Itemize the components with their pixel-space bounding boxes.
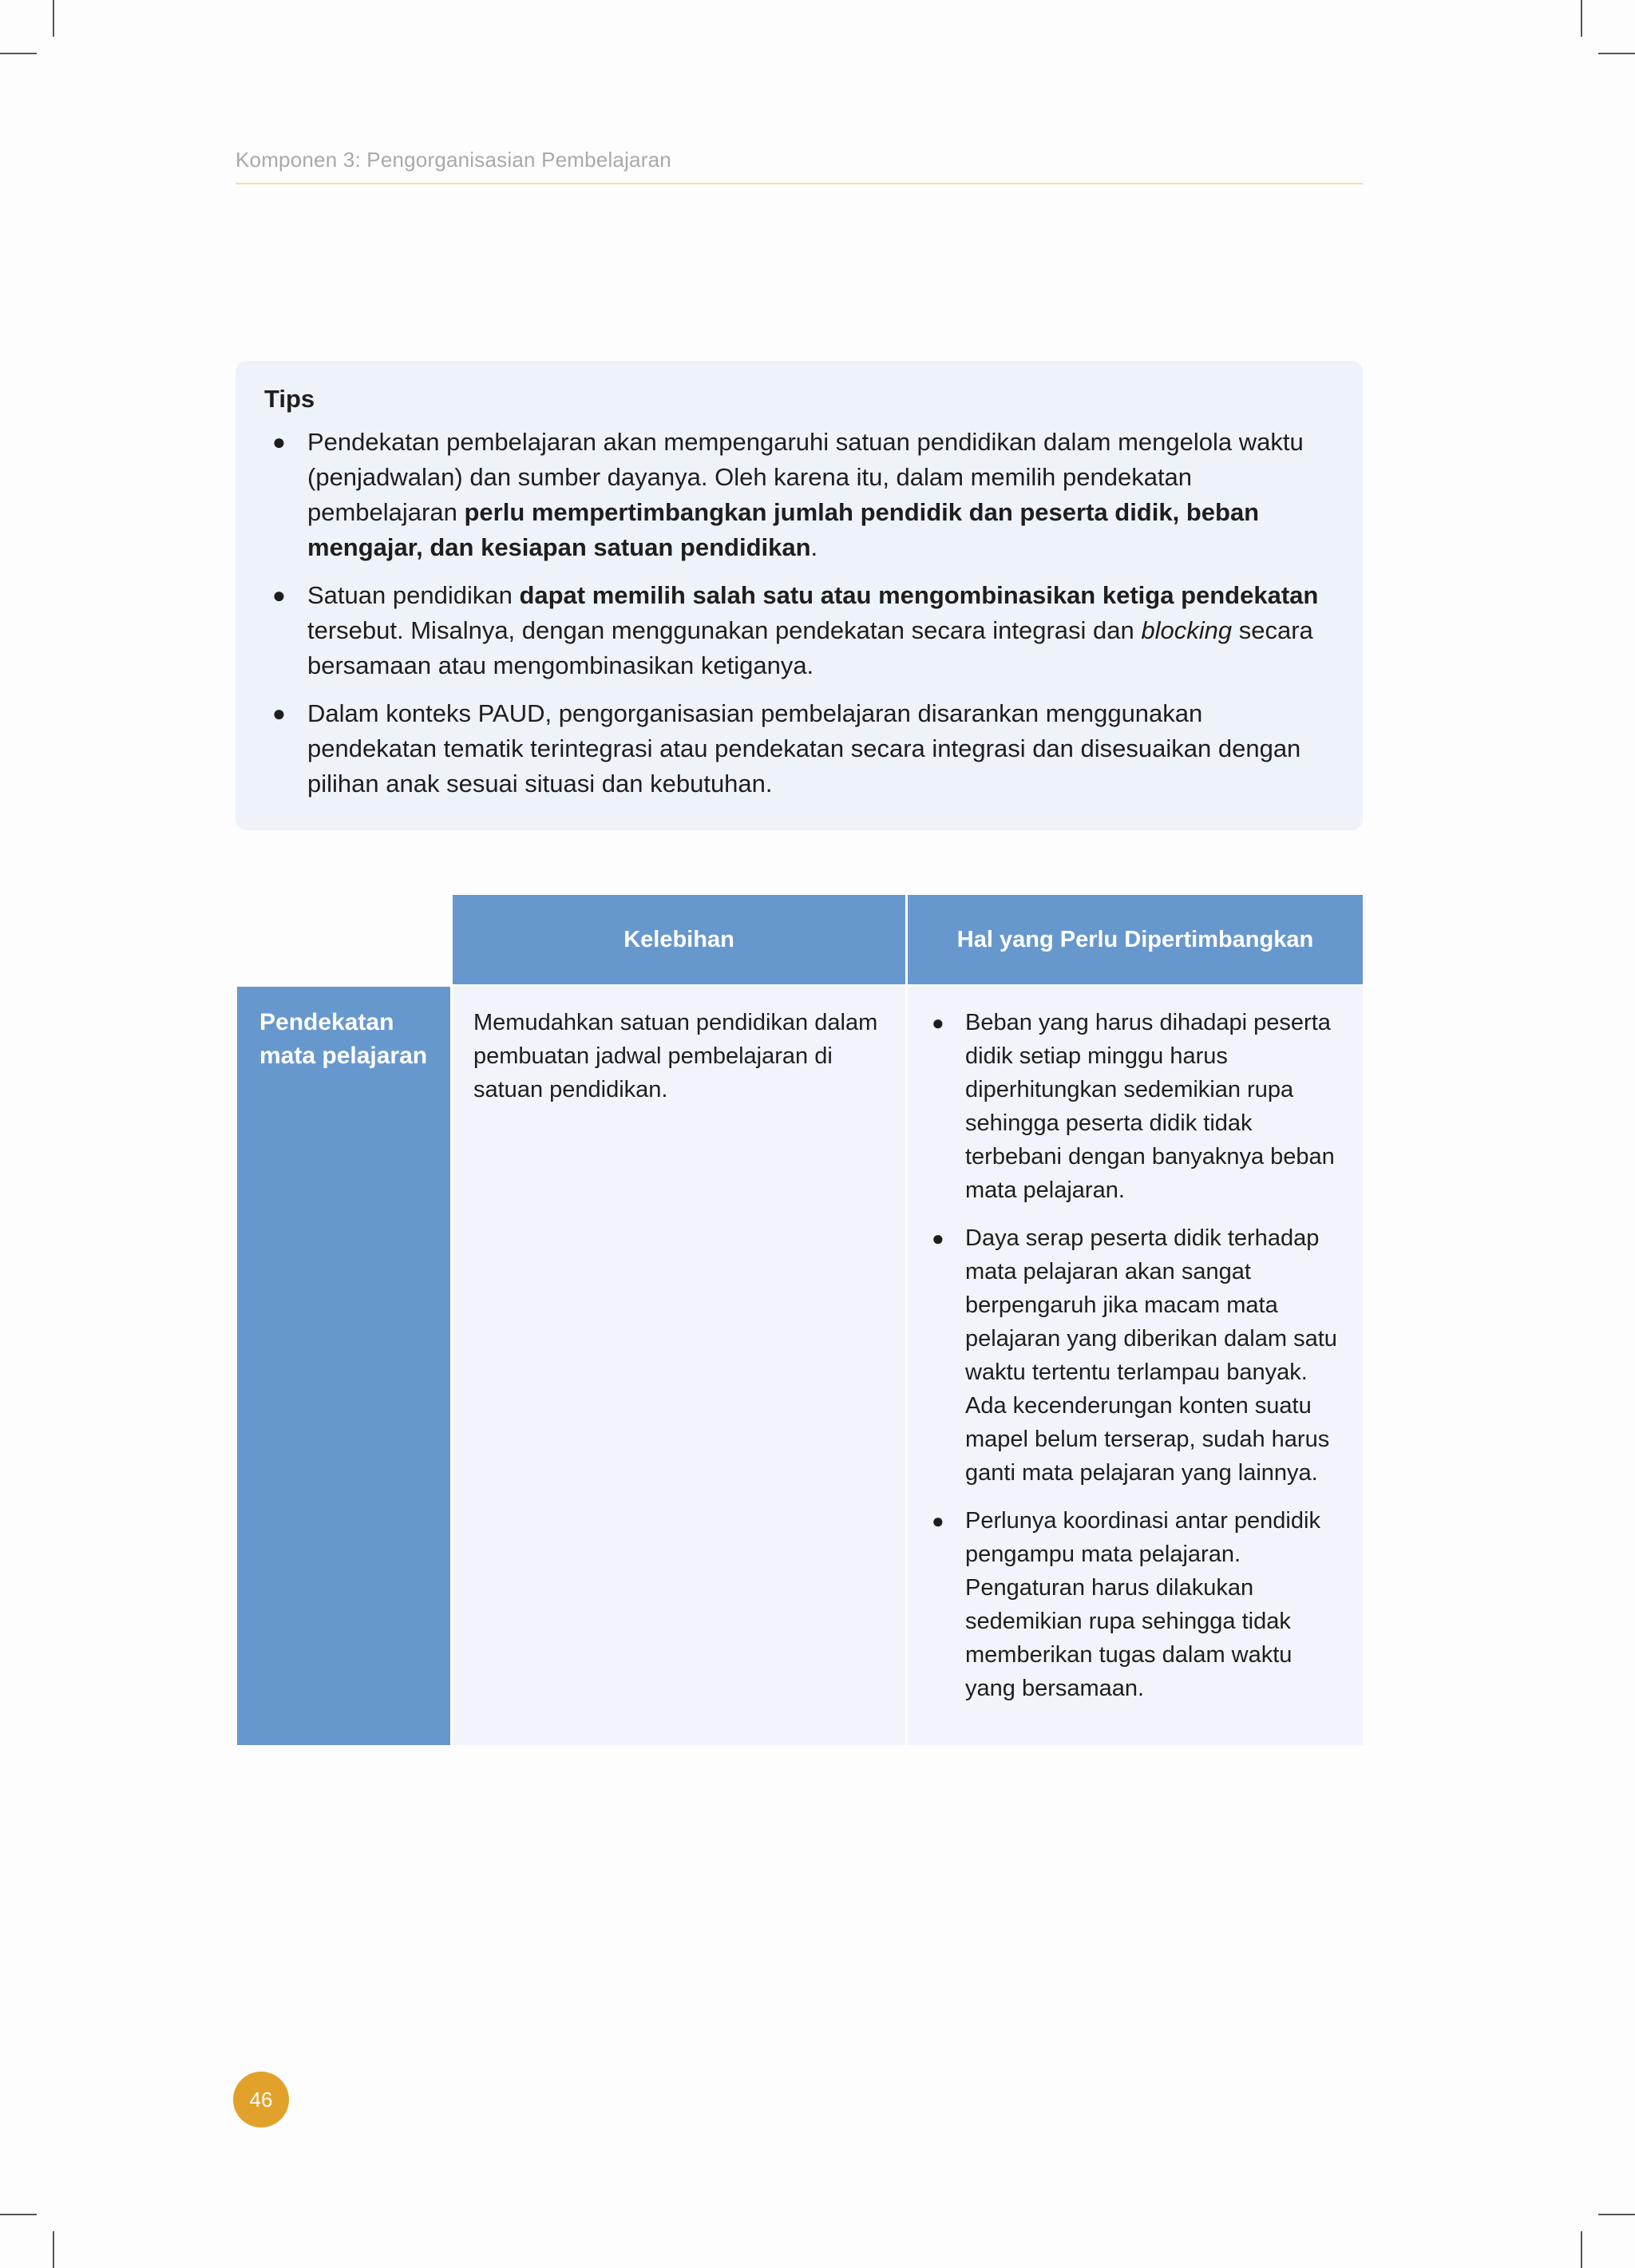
tips-text-bold: perlu mempertimbangkan jumlah pendidik dan peserta didik, beban mengajar, dan kesiapan satuan pendidikan xyxy=(307,498,1260,561)
tips-box xyxy=(236,361,1363,830)
tips-text: tersebut. Misalnya, dengan menggunakan pendekatan secara integrasi dan xyxy=(307,616,1142,644)
tips-item xyxy=(264,696,1334,802)
list-item xyxy=(927,1504,1339,1705)
tips-text-bold: dapat memilih salah satu atau mengombinasikan ketiga pendekatan xyxy=(519,581,1319,609)
tips-list xyxy=(264,425,1334,802)
bullet-icon: ● xyxy=(272,701,286,726)
tips-item xyxy=(264,425,1334,565)
cell-pertimbangan xyxy=(908,984,1363,1745)
header-divider xyxy=(236,183,1363,184)
table-header-kelebihan: Kelebihan xyxy=(453,895,908,984)
bullet-icon: ● xyxy=(932,1226,944,1250)
crop-mark xyxy=(1581,2231,1582,2268)
table-header-row xyxy=(237,895,1363,984)
bullet-icon: ● xyxy=(272,583,286,608)
tips-text: Satuan pendidikan xyxy=(307,581,520,609)
crop-mark xyxy=(0,2214,37,2215)
tips-text-italic: blocking xyxy=(1141,616,1233,644)
crop-mark xyxy=(53,0,54,37)
bullet-icon: ● xyxy=(272,429,286,454)
list-item-text: Perlunya koordinasi antar pendidik pengampu mata pelajaran. Pengaturan harus dilakukan sedemikian rupa sehingga tidak memberikan tugas dalam waktu yang bersamaan. xyxy=(965,1508,1320,1701)
crop-mark xyxy=(0,53,37,54)
tips-text: Pendekatan pembelajaran akan mempengaruhi satuan pendidikan dalam mengelola waktu (penjadwalan) dan sumber dayanya. Oleh karena itu, dalam memilih pendekatan pembelajaran xyxy=(307,428,1304,526)
list-item-text: Beban yang harus dihadapi peserta didik setiap minggu harus diperhitungkan sedemikian rupa sehingga peserta didik tidak terbebani dengan banyaknya beban mata pelajaran. xyxy=(965,1010,1335,1203)
list-item-text: Daya serap peserta didik terhadap mata pelajaran akan sangat berpengaruh jika macam mata pelajaran yang diberikan dalam satu waktu tertentu terlampau banyak. Ada kecenderungan konten suatu mapel belum terserap, sudah harus ganti mata pelajaran yang lainnya. xyxy=(965,1225,1337,1486)
running-header: Komponen 3: Pengorganisasian Pembelajaran xyxy=(236,148,671,172)
tips-title: Tips xyxy=(264,385,315,413)
tips-text: Dalam konteks PAUD, pengorganisasian pembelajaran disarankan menggunakan pendekatan tematik terintegrasi atau pendekatan secara integrasi dan disesuaikan dengan pilihan anak sesuai situasi dan kebutuhan. xyxy=(307,699,1301,798)
comparison-table xyxy=(237,895,1363,1745)
table-header-pertimbangan: Hal yang Perlu Dipertimbangkan xyxy=(908,895,1363,984)
crop-mark xyxy=(1598,53,1635,54)
tips-text: secara bersamaan atau mengombinasikan ketiganya. xyxy=(307,616,1313,679)
list-item xyxy=(927,1221,1339,1490)
tips-text: . xyxy=(810,533,818,561)
tips-item xyxy=(264,578,1334,683)
page-number-badge: 46 xyxy=(233,2072,289,2127)
list-item xyxy=(927,1006,1339,1207)
crop-mark xyxy=(1581,0,1582,37)
crop-mark xyxy=(53,2231,54,2268)
bullet-icon: ● xyxy=(932,1509,944,1533)
table-row xyxy=(237,984,1363,1745)
table-header-empty xyxy=(237,895,453,984)
cell-kelebihan: Memudahkan satuan pendidikan dalam pembuatan jadwal pembelajaran di satuan pendidikan. xyxy=(453,984,908,1745)
bullet-icon: ● xyxy=(932,1011,944,1035)
pertimbangan-list xyxy=(927,1006,1339,1705)
row-label: Pendekatan mata pelajaran xyxy=(237,984,453,1745)
crop-mark xyxy=(1598,2214,1635,2215)
